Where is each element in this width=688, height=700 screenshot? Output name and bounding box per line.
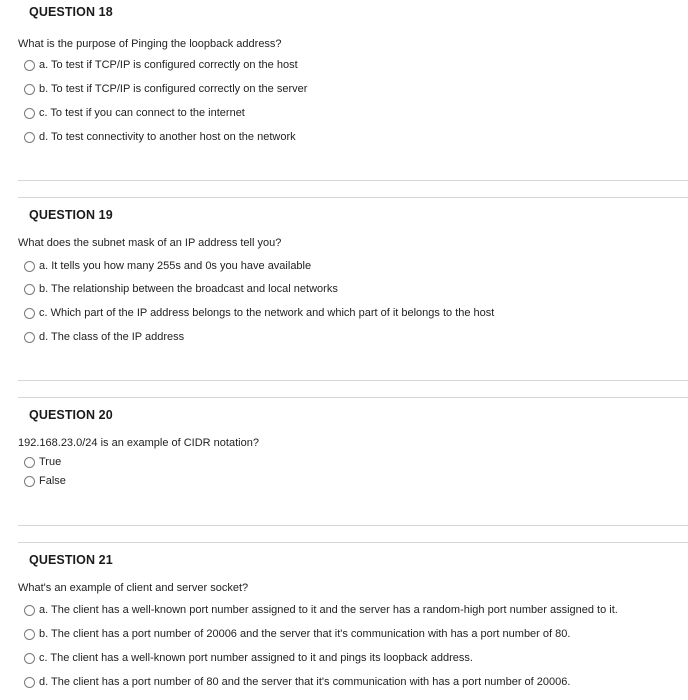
- question-19-header: [18, 197, 688, 232]
- option-radio[interactable]: [24, 307, 494, 319]
- option-label: d. To test connectivity to another host on the network: [39, 131, 296, 143]
- question-divider: [18, 380, 688, 381]
- option-radio[interactable]: [24, 676, 570, 688]
- option-label: a. The client has a well-known port number assigned to it and the server has a random-high port number assigned to it.: [39, 604, 618, 616]
- radio-button-icon[interactable]: [24, 261, 35, 272]
- option-radio[interactable]: [24, 628, 570, 640]
- option-radio[interactable]: [24, 456, 61, 468]
- question-title: QUESTION 18: [29, 5, 113, 19]
- radio-button-icon[interactable]: [24, 457, 35, 468]
- question-divider: [18, 525, 688, 526]
- option-label: c. To test if you can connect to the internet: [39, 107, 245, 119]
- radio-button-icon[interactable]: [24, 60, 35, 71]
- question-title: QUESTION 20: [29, 408, 113, 422]
- radio-button-icon[interactable]: [24, 284, 35, 295]
- option-label: b. To test if TCP/IP is configured correctly on the server: [39, 83, 308, 95]
- option-label: d. The client has a port number of 80 and the server that it's communication with has a port number of 20006.: [39, 676, 571, 688]
- option-radio[interactable]: [24, 131, 296, 143]
- radio-button-icon[interactable]: [24, 677, 35, 688]
- option-radio[interactable]: [24, 283, 338, 295]
- question-18-header: [18, 0, 688, 29]
- radio-button-icon[interactable]: [24, 653, 35, 664]
- question-20-header: [18, 397, 688, 432]
- option-radio[interactable]: [24, 107, 245, 119]
- option-radio[interactable]: [24, 652, 473, 664]
- option-label: b. The relationship between the broadcast and local networks: [39, 283, 338, 295]
- option-radio[interactable]: [24, 83, 307, 95]
- radio-button-icon[interactable]: [24, 605, 35, 616]
- option-label: False: [39, 475, 66, 487]
- question-title: QUESTION 19: [29, 208, 113, 222]
- question-divider: [18, 180, 688, 181]
- radio-button-icon[interactable]: [24, 84, 35, 95]
- option-label: d. The class of the IP address: [39, 331, 185, 343]
- radio-button-icon[interactable]: [24, 629, 35, 640]
- question-text: What is the purpose of Pinging the loopback address?: [18, 38, 282, 50]
- option-label: a. To test if TCP/IP is configured correctly on the host: [39, 59, 298, 71]
- question-text: What's an example of client and server socket?: [18, 582, 249, 594]
- option-radio[interactable]: [24, 475, 66, 487]
- option-label: c. The client has a well-known port number assigned to it and pings its loopback address.: [39, 652, 473, 664]
- radio-button-icon[interactable]: [24, 108, 35, 119]
- radio-button-icon[interactable]: [24, 332, 35, 343]
- radio-button-icon[interactable]: [24, 308, 35, 319]
- radio-button-icon[interactable]: [24, 476, 35, 487]
- option-label: a. It tells you how many 255s and 0s you have available: [39, 260, 312, 272]
- question-text: What does the subnet mask of an IP address tell you?: [18, 237, 282, 249]
- option-radio[interactable]: [24, 59, 298, 71]
- option-label: True: [39, 456, 62, 468]
- question-text: 192.168.23.0/24 is an example of CIDR notation?: [18, 437, 259, 449]
- question-21-header: [18, 542, 688, 577]
- option-label: b. The client has a port number of 20006 and the server that it's communication with has a port number of 80.: [39, 628, 571, 640]
- option-label: c. Which part of the IP address belongs to the network and which part of it belongs to the host: [39, 307, 495, 319]
- question-title: QUESTION 21: [29, 553, 113, 567]
- radio-button-icon[interactable]: [24, 132, 35, 143]
- option-radio[interactable]: [24, 604, 618, 616]
- option-radio[interactable]: [24, 331, 184, 343]
- option-radio[interactable]: [24, 260, 311, 272]
